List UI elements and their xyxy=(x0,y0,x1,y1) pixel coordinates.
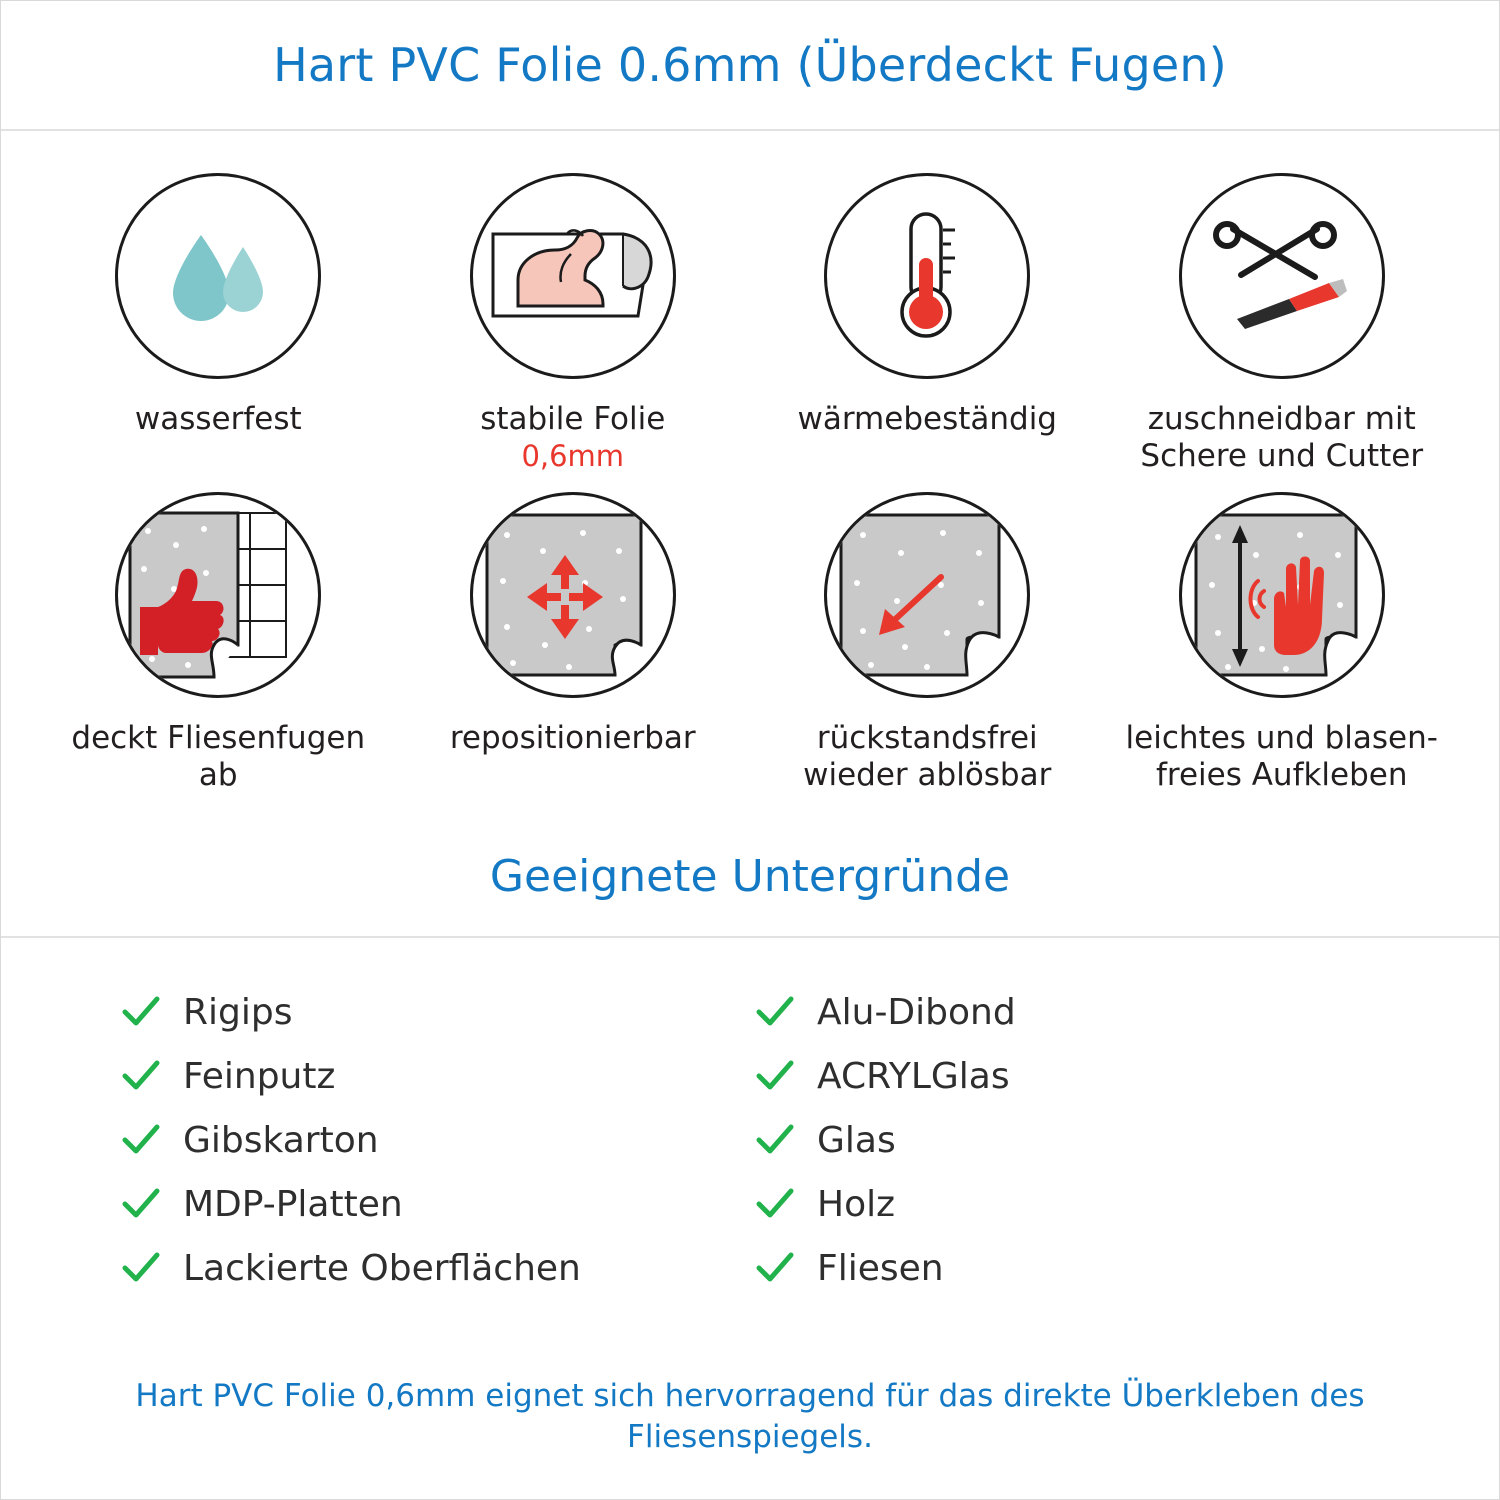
feature-icon-circle xyxy=(115,492,321,698)
substrate-column-left xyxy=(121,984,745,1296)
feature-label: zuschneidbar mit Schere und Cutter xyxy=(1140,401,1424,474)
feature-icon-circle xyxy=(824,492,1030,698)
list-item-label: MDP-Platten xyxy=(183,1183,403,1225)
feature-label: leichtes und blasen- freies Aufkleben xyxy=(1125,720,1438,793)
list-item xyxy=(121,984,745,1040)
feature-label: wasserfest xyxy=(134,401,302,437)
feature-icon-circle xyxy=(470,492,676,698)
check-icon xyxy=(121,1248,161,1288)
feature-icon-circle xyxy=(470,173,676,379)
list-item xyxy=(121,1112,745,1168)
list-item xyxy=(755,1176,1379,1232)
feature-item xyxy=(396,492,751,793)
feature-label: deckt Fliesenfugen ab xyxy=(71,720,366,793)
footer-note: Hart PVC Folie 0,6mm eignet sich hervorragend für das direkte Überkleben des Fliesenspiegels. xyxy=(135,1378,1365,1455)
peel-off-arrow-icon xyxy=(827,495,1027,695)
hand-smoothing-icon xyxy=(1182,495,1382,695)
feature-item xyxy=(750,492,1105,793)
list-item-label: Gibskarton xyxy=(183,1119,379,1161)
thermometer-icon xyxy=(847,196,1007,356)
list-item xyxy=(755,1048,1379,1104)
list-item-label: Lackierte Oberflächen xyxy=(183,1247,581,1289)
feature-sublabel: 0,6mm xyxy=(521,438,625,473)
header xyxy=(1,1,1499,131)
feature-item xyxy=(41,492,396,793)
list-item-label: Holz xyxy=(817,1183,895,1225)
feature-item xyxy=(750,173,1105,474)
list-item-label: Fliesen xyxy=(817,1247,944,1289)
list-item-label: Feinputz xyxy=(183,1055,336,1097)
strong-arm-foil-icon xyxy=(473,176,673,376)
check-icon xyxy=(755,1056,795,1096)
feature-label: repositionierbar xyxy=(449,720,696,757)
substrate-list xyxy=(1,938,1499,1296)
list-item-label: Alu-Dibond xyxy=(817,991,1016,1033)
check-icon xyxy=(121,1056,161,1096)
check-icon xyxy=(121,1184,161,1224)
thumbs-up-tiles-icon xyxy=(118,495,318,695)
page-title: Hart PVC Folie 0.6mm (Überdeckt Fugen) xyxy=(273,38,1227,92)
section-title: Geeignete Untergründe xyxy=(489,851,1011,903)
check-icon xyxy=(121,992,161,1032)
list-item xyxy=(755,984,1379,1040)
water-drops-icon xyxy=(143,201,293,351)
check-icon xyxy=(121,1120,161,1160)
list-item xyxy=(121,1048,745,1104)
feature-icon-circle xyxy=(1179,492,1385,698)
feature-grid xyxy=(1,131,1499,793)
check-icon xyxy=(755,992,795,1032)
feature-icon-circle xyxy=(1179,173,1385,379)
feature-icon-circle xyxy=(115,173,321,379)
feature-item xyxy=(41,173,396,474)
reposition-arrows-icon xyxy=(473,495,673,695)
scissors-cutter-icon xyxy=(1197,191,1367,361)
list-item xyxy=(121,1240,745,1296)
check-icon xyxy=(755,1184,795,1224)
list-item-label: ACRYLGlas xyxy=(817,1055,1010,1097)
feature-label: wärmebeständig xyxy=(797,401,1057,437)
feature-icon-circle xyxy=(824,173,1030,379)
feature-item xyxy=(1105,173,1460,474)
feature-label: rückstandsfrei wieder ablösbar xyxy=(803,720,1052,793)
list-item xyxy=(121,1176,745,1232)
feature-item xyxy=(396,173,751,474)
list-item xyxy=(755,1112,1379,1168)
check-icon xyxy=(755,1248,795,1288)
substrate-column-right xyxy=(755,984,1379,1296)
feature-item xyxy=(1105,492,1460,793)
list-item xyxy=(755,1240,1379,1296)
cutter-knife xyxy=(1237,279,1347,329)
feature-label: stabile Folie xyxy=(480,401,666,437)
list-item-label: Rigips xyxy=(183,991,293,1033)
list-item-label: Glas xyxy=(817,1119,896,1161)
check-icon xyxy=(755,1120,795,1160)
